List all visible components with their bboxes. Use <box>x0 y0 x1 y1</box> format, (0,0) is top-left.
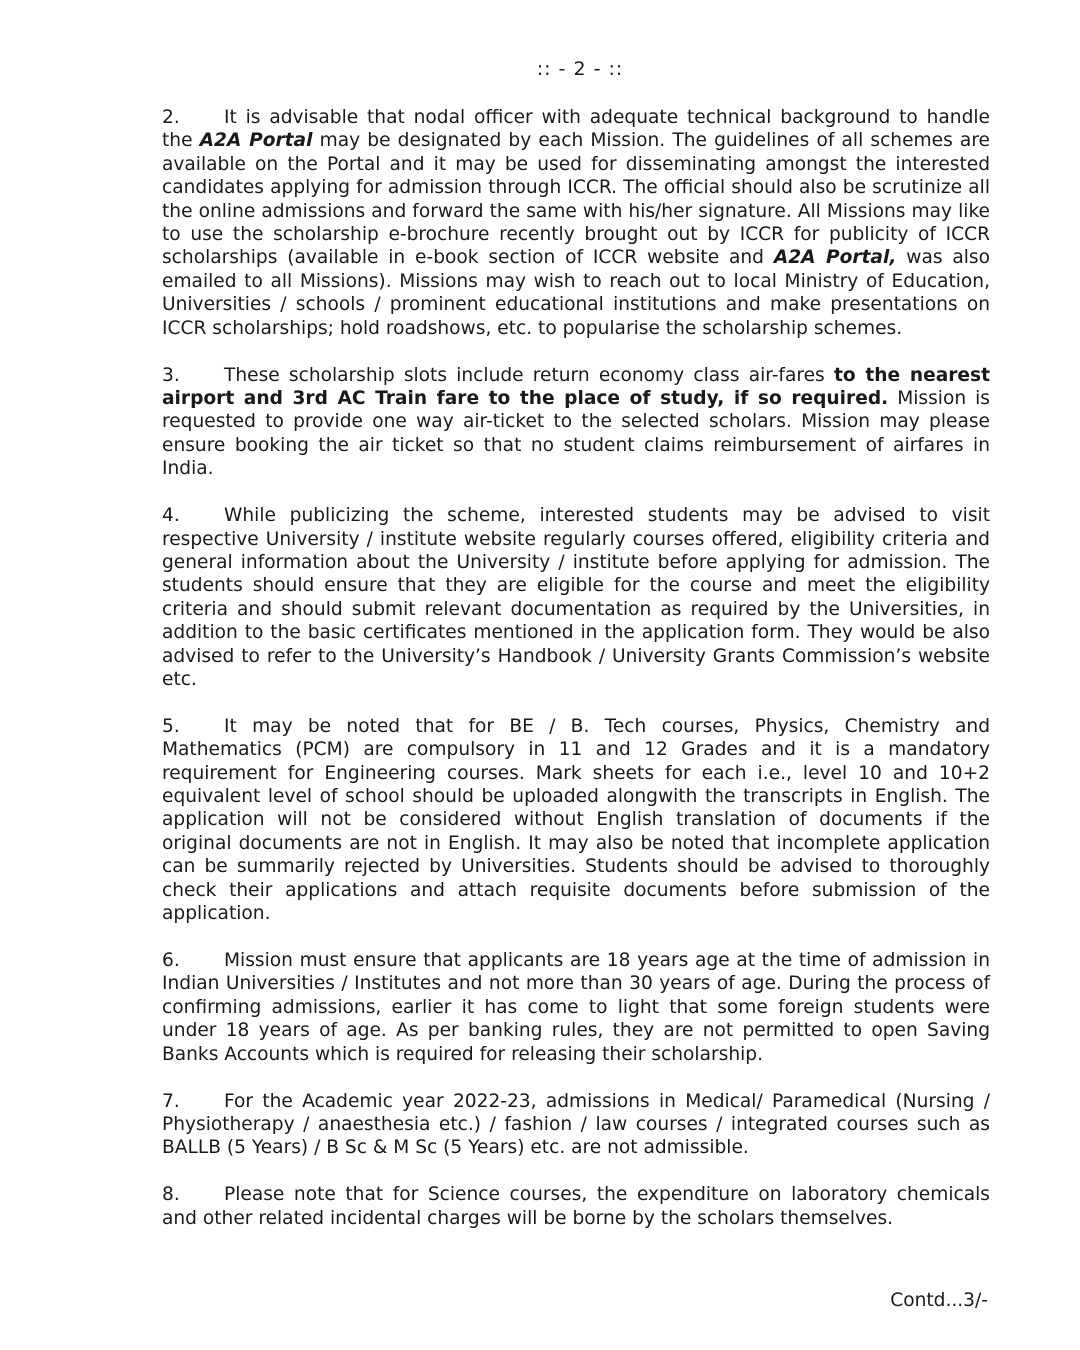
document-body <box>162 106 990 1254</box>
paragraph-number: 3. <box>162 364 180 386</box>
paragraph-text: may be designated by each Mission. The guidelines of all schemes are available on the Portal and it may be used for disseminating amongst the interested candidates applying for admission through ICCR. The official should also be scrutinize all the online admissions and forward the same with his/her signature. All Missions may like to use the scholarship e-brochure recently brought out by ICCR for publicity of ICCR scholarships (available in e-book section of ICCR website and <box>162 130 990 269</box>
paragraph-text: It is advisable that nodal officer with adequate technical background to handle the <box>162 107 990 152</box>
paragraph-7 <box>162 1090 990 1160</box>
paragraph-5 <box>162 715 990 926</box>
paragraph-text: While publicizing the scheme, interested students may be advised to visit respective University / institute website regularly courses offered, eligibility criteria and general information about the University / institute before applying for admission. The students should ensure that they are eligible for the course and meet the eligibility criteria and should submit relevant documentation as required by the Universities, in addition to the basic certificates mentioned in the application form. They would be also advised to refer to the University’s Handbook / University Grants Commission’s website etc. <box>162 505 990 690</box>
paragraph-number: 6. <box>162 950 180 971</box>
paragraph-6 <box>162 949 990 1066</box>
paragraph-text: These scholarship slots include return economy class air-fares <box>224 364 834 386</box>
paragraph-2 <box>162 106 990 340</box>
paragraph-text: Mission must ensure that applicants are 18 years age at the time of admission in Indian Universities / Institutes and not more than 30 years of age. During the process of confirming admissions, earlier it has come to light that some foreign students were under 18 years of age. As per banking rules, they are not permitted to open Saving Banks Accounts which is required for releasing their scholarship. <box>162 950 990 1065</box>
paragraph-number: 2. <box>162 107 180 128</box>
bold-phrase: to the nearest airport and 3rd AC Train fare to the place of study, if so required. <box>162 364 990 409</box>
paragraph-text: Mission is requested to provide one way air-ticket to the selected scholars. Mission may please ensure booking the air ticket so that no student claims reimbursement of airfares in India. <box>162 387 990 480</box>
paragraph-text: It may be noted that for BE / B. Tech courses, Physics, Chemistry and Mathematics (PCM) are compulsory in 11 and 12 Grades and it is a mandatory requirement for Engineering courses. Mark sheets for each i.e., level 10 and 10+2 equivalent level of school should be uploaded alongwith the transcripts in English. The application will not be considered without English translation of documents if the original documents are not in English. It may also be noted that incomplete application can be summarily rejected by Universities. Students should be advised to thoroughly check their applications and attach requisite documents before submission of the application. <box>162 715 990 925</box>
bold-phrase: A2A Portal, <box>773 247 897 269</box>
paragraph-3 <box>162 364 990 481</box>
paragraph-8 <box>162 1183 990 1230</box>
paragraph-number: 8. <box>162 1184 180 1206</box>
paragraph-4 <box>162 504 990 691</box>
paragraph-text: was also emailed to all Missions). Missions may wish to reach out to local Ministry of Education, Universities / schools / prominent educational institutions and make presentations on ICCR scholarships; hold roadshows, etc. to popularise the scholarship schemes. <box>162 247 990 339</box>
paragraph-number: 4. <box>162 505 180 527</box>
continuation-note: Contd...3/- <box>890 1290 988 1311</box>
bold-phrase: A2A Portal <box>199 130 313 152</box>
paragraph-number: 7. <box>162 1090 180 1112</box>
paragraph-number: 5. <box>162 715 180 737</box>
paragraph-text: For the Academic year 2022-23, admissions in Medical/ Paramedical (Nursing / Physiotherapy / anaesthesia etc.) / fashion / law courses / integrated courses such as BALLB (5 Years) / B Sc & M Sc (5 Years) etc. are not admissible. <box>162 1090 990 1159</box>
paragraph-text: Please note that for Science courses, the expenditure on laboratory chemicals and other related incidental charges will be borne by the scholars themselves. <box>162 1184 990 1229</box>
page-number: :: - 2 - :: <box>536 58 624 80</box>
